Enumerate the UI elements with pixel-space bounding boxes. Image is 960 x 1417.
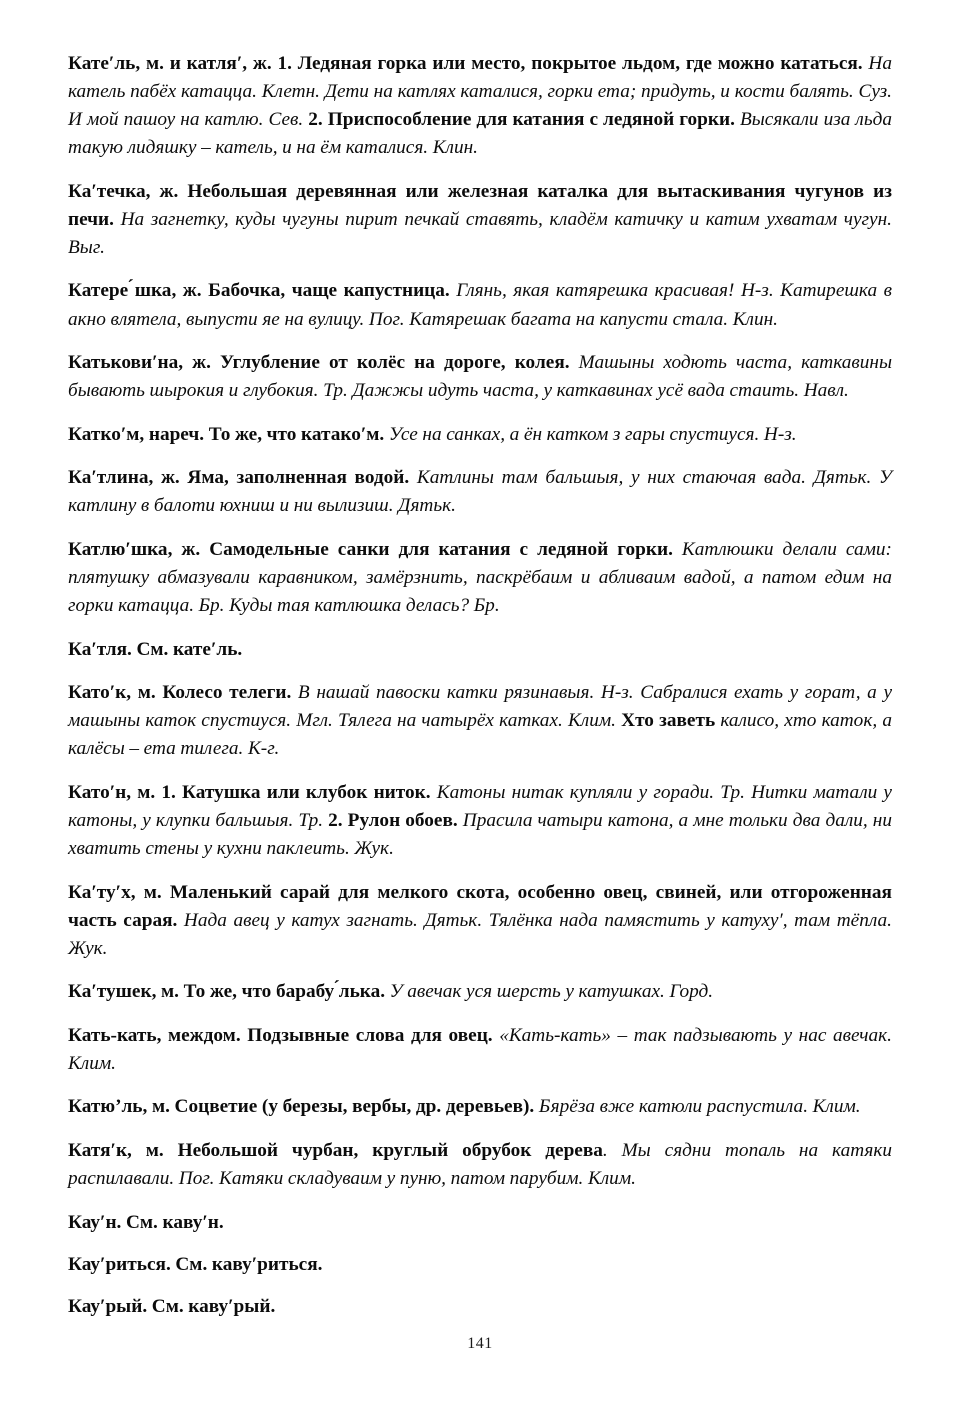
entry-example: «Кать-кать» – так падзывають у нас авечак. Клим. [68,1024,892,1074]
dictionary-entry-katkom [68,421,892,449]
entry-headword: Ка′ту′х, м. Маленький сарай для мелкого скота, особенно овец, свиней, или отгороженная часть сарая. [68,881,892,931]
entry-headword: Катере ́шка, ж. Бабочка, чаще капустница. [68,280,450,302]
entry-headword: Катко′м, нареч. То же, что катако′м. [68,423,385,445]
dictionary-entry-kaun [68,1209,892,1237]
dictionary-entry-katyak [68,1137,892,1193]
dictionary-entry-katlya [68,636,892,664]
entry-example: На загнетку, куды чугуны пирит печкай ставять, кладём катичку и катим ухватам чугун. Выг. [68,208,892,258]
dictionary-entry-katon [68,779,892,863]
entry-headword: Ка′тлина, ж. Яма, заполненная водой. [68,467,410,489]
entry-headword: Като′к, м. Колесо телеги. [68,682,292,704]
dictionary-entry-katlyushka [68,536,892,620]
entry-headword: Кау′рый. См. каву′рый. [68,1295,276,1317]
entry-example: Усе на санках, а ён катком з гары спустиуся. Н-з. [384,423,797,445]
entry-headword: Ка′тля. См. кате′ль. [68,638,243,660]
dictionary-entry-katereshka [68,277,892,333]
entry-sense-2: 2. Приспособление для катания с ледяной горки. [308,109,735,131]
entry-example: Глянь, якая катярешка красивая! Н-з. Катирешка в акно влятела, выпусти яе на вулицу. Пог. Катярешак багата на капусти стала. Клин. [68,280,893,330]
entry-example: Нада авец у катух загнать. Дятьк. Тялёнка нада памястить у катуху′, там тёпла. Жук. [68,909,892,959]
entry-example-2: Высякали иза льда такую лидяшку – катель, и на ём каталися. Клин. [68,109,893,159]
entry-example: На катель пабёх катацца. Клетн. Дети на катлях каталися, горки ета; придуть, и кости балять. Суз. И мой пашоу на катлю. Сев. [68,53,892,131]
dictionary-entry-kauritsya [68,1251,892,1279]
entry-example: Катлюшки делали сами: плятушку абмазували каравником, замёрзнить, паскрёбаим и абливаим вадой, а патом едим на горки катацца. Бр. Куды тая катлюшка делась? Бр. [68,538,892,616]
dictionary-entry-katok [68,679,892,763]
entry-sense-2: 2. Рулон обоев. [328,809,458,831]
dictionary-entry-katuh [68,879,892,963]
entry-example: Бярёза вже катюли распустила. Клим. [534,1096,861,1118]
dictionary-entry-katlina [68,464,892,520]
entry-headword: Катю’ль, м. Соцветие (у березы, вербы, др. деревьев). [68,1096,535,1118]
entry-headword: Катя′к, м. Небольшой чурбан, круглый обрубок дерева [68,1139,603,1161]
entry-example-2: калисо, хто каток, а калёсы – ета тилега. К-г. [68,710,892,760]
entry-example: Машыны ходють часта, каткавины бывають шырокия и глубокия. Тр. Дажжы идуть часта, у каткавинах усё вада стаить. Навл. [68,352,893,402]
entry-example: В нашай павоски катки рязинавыя. Н-з. Сабралися ехать у горат, а у машыны каток спустиуся. Мгл. Тялега на чатырёх катках. Клим. [68,682,893,732]
entry-example: Катоны нитак купляли у горади. Тр. Нитки матали у катоны, у клупки бальшыя. Тр. [68,781,892,831]
dictionary-entry-katel [68,50,892,162]
entry-headword: Ка′течка, ж. Небольшая деревянная или железная каталка для вытаскивания чугунов из печи. [68,180,892,230]
dictionary-entry-kauryy [68,1293,892,1321]
entry-headword: Ка′тушек, м. То же, что барабу ́лька. [68,981,386,1003]
entry-bold-fragment: Хто заветь [621,710,716,732]
entry-headword: Като′н, м. 1. Катушка или клубок ниток. [68,781,431,803]
dictionary-entry-katechka [68,178,892,262]
entry-headword: Кау′н. См. каву′н. [68,1211,224,1233]
entry-headword: Катькови′на, ж. Углубление от колёс на дороге, колея. [68,352,570,374]
page-number: 141 [467,1335,493,1352]
entry-headword: Кау′риться. См. каву′риться. [68,1253,323,1275]
entry-example: Катлины там бальшыя, у них стаючая вада. Дятьк. У катлину в балоти юхниш и ни вылизиш. Дятьк. [68,467,892,517]
dictionary-entry-katyul [68,1093,892,1121]
entry-example: . Мы сядни топаль на катяки распилавали. Пог. Катяки складуваим у пуню, патом парубим. Клим. [68,1139,892,1189]
entry-example: У авечак уся шерсть у катушках. Горд. [385,981,714,1003]
page-body [68,50,892,1335]
entry-headword: Кать-кать, междом. Подзывные слова для овец. [68,1024,493,1046]
dictionary-entry-kat-kat [68,1022,892,1078]
entry-headword: Кате′ль, м. и катля′, ж. 1. Ледяная горка или место, покрытое льдом, где можно кататься. [68,53,863,74]
entry-headword: Катлю′шка, ж. Самодельные санки для катания с ледяной горки. [68,538,673,560]
dictionary-entry-katkovina [68,349,892,405]
entry-example-2: Прасила чатыри катона, а мне тольки два дали, ни хватить стены у кухни паклеить. Жук. [68,809,893,859]
dictionary-entry-katushek [68,978,892,1006]
